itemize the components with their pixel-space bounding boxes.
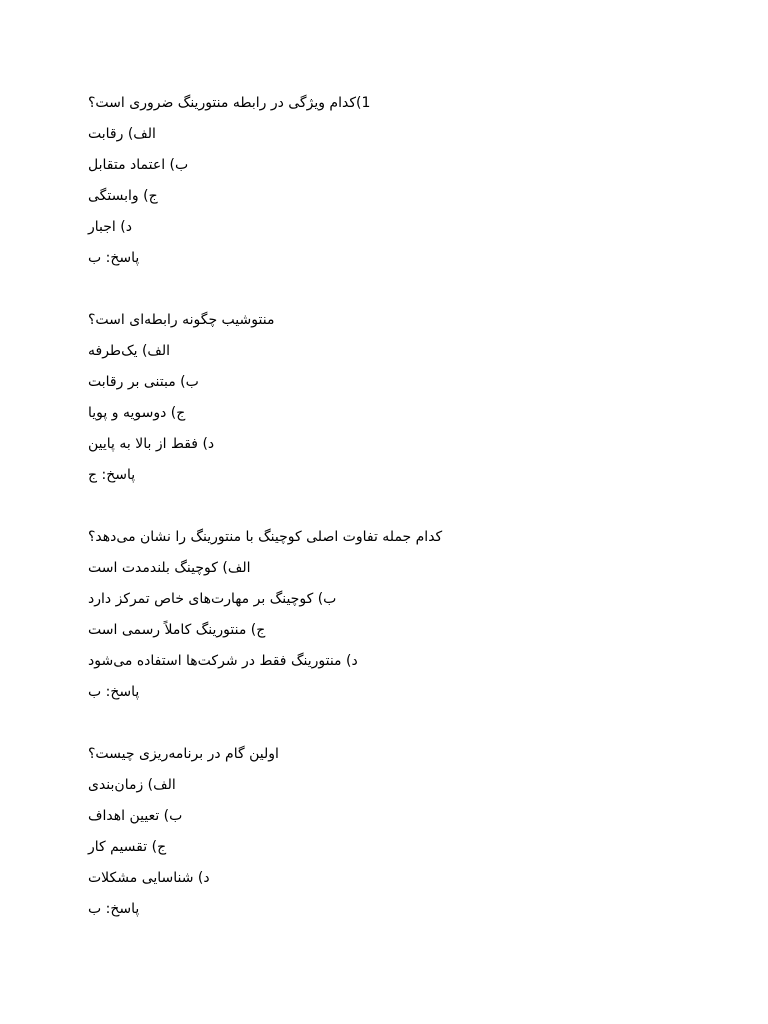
option-c: ج) تقسیم کار [88,839,167,855]
question-block-4 [88,739,688,925]
question-block-2 [88,305,688,491]
option-d: د) منتورینگ فقط در شرکت‌ها استفاده می‌شود [88,653,358,669]
option-b: ب) کوچینگ بر مهارت‌های خاص تمرکز دارد [88,591,337,607]
option-d: د) فقط از بالا به پایین [88,436,215,452]
option-d: د) شناسایی مشکلات [88,870,210,886]
option-a: الف) رقابت [88,126,156,142]
option-b: ب) مبتنی بر رقابت [88,374,199,390]
option-c: ج) وابستگی [88,188,158,204]
option-a: الف) کوچینگ بلندمدت است [88,560,251,576]
option-d: د) اجبار [88,219,132,235]
option-c: ج) دوسویه و پویا [88,405,186,421]
question-block-1 [88,88,688,274]
answer-text: پاسخ: ب [88,250,140,266]
option-c: ج) منتورینگ کاملاً رسمی است [88,622,266,638]
answer-text: پاسخ: ب [88,901,140,917]
quiz-content [88,88,688,956]
answer-text: پاسخ: ج [88,467,136,483]
option-a: الف) یک‌طرفه [88,343,171,359]
option-b: ب) اعتماد متقابل [88,157,189,173]
option-a: الف) زمان‌بندی [88,777,176,793]
question-text: 1)کدام ویژگی در رابطه منتورینگ ضروری است؟ [88,95,371,111]
question-text: منتوشیب چگونه رابطه‌ای است؟ [88,312,275,328]
question-text: اولین گام در برنامه‌ریزی چیست؟ [88,746,279,762]
question-text: کدام جمله تفاوت اصلی کوچینگ با منتورینگ را نشان می‌دهد؟ [88,529,443,545]
answer-text: پاسخ: ب [88,684,140,700]
question-block-3 [88,522,688,708]
option-b: ب) تعیین اهداف [88,808,183,824]
